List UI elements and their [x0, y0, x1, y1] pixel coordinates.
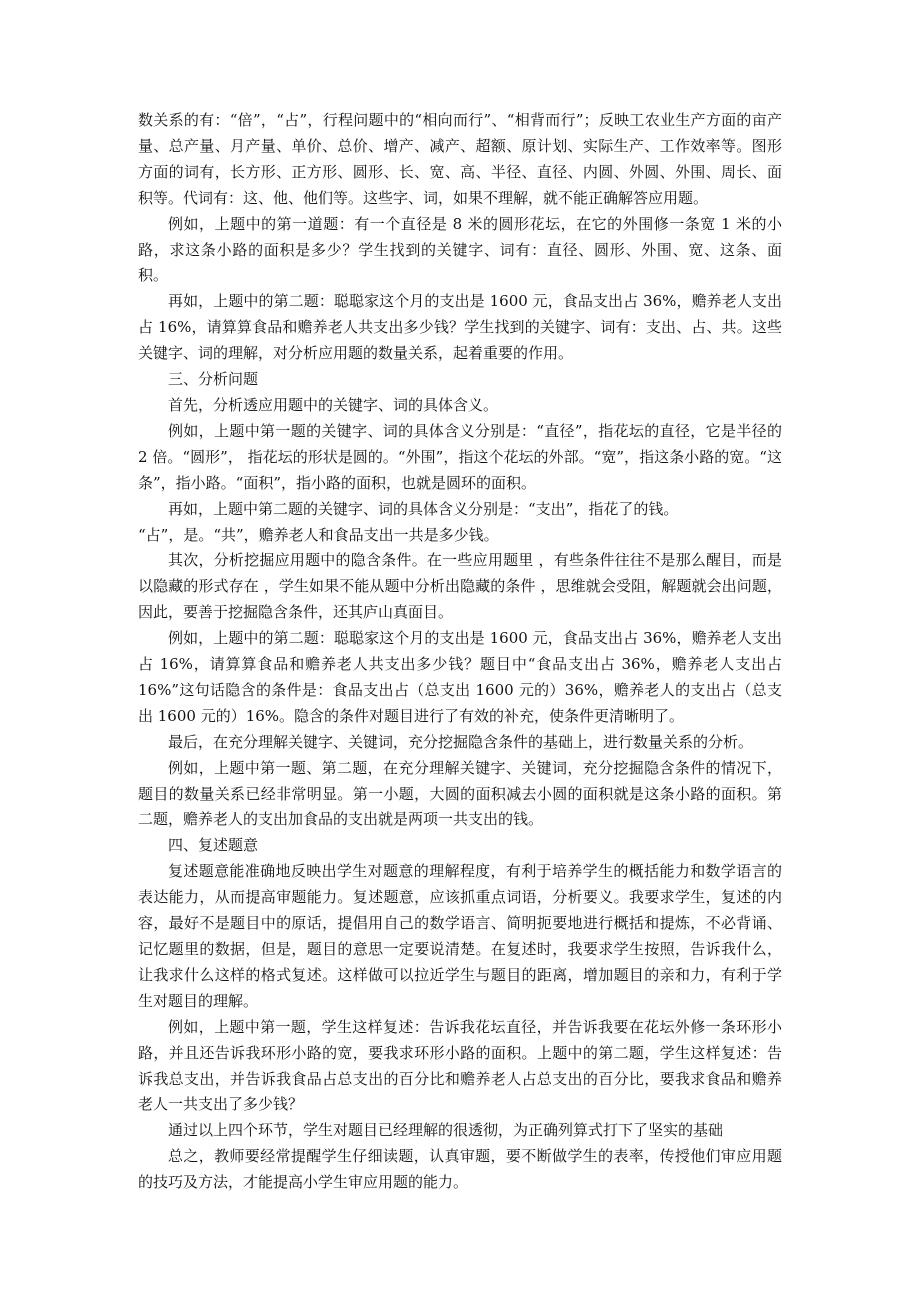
paragraph-example-meaning-2: 再如，上题中第二题的关键字、词的具体含义分别是：“支出”，指花了的钱。 [168, 499, 679, 518]
paragraph-meaning-continued: “占”，是。“共”，赡养老人和食品支出一共是多少钱。 [138, 525, 499, 544]
paragraph-continuation: 数关系的有：“倍”，“占”，行程问题中的“相向而行”、“相背而行”；反映工农业生产方面的亩产量、总产量、月产量、单价、总价、增产、减产、超额、原计划、实际生产、工作效率等。图形方面的词有，长方形、正方形、圆形、长、宽、高、半径、直径、内圆、外圆、外围、周长、面积等。代词有：这、他、他们等。这些字、词，如果不理解，就不能正确解答应用题。 [138, 111, 782, 207]
document-body [138, 108, 782, 1196]
paragraph-four-steps: 通过以上四个环节，学生对题目已经理解的很透彻，为正确列算式打下了坚实的基础 [168, 1121, 724, 1140]
paragraph-first: 首先，分析透应用题中的关键字、词的具体含义。 [168, 395, 499, 414]
paragraph-conclusion: 总之，教师要经常提醒学生仔细读题，认真审题，要不断做学生的表率，传授他们审应用题的技巧及方法，才能提高小学生审应用题的能力。 [138, 1147, 782, 1192]
paragraph-relation-example: 例如，上题中第一题、第二题，在充分理解关键字、关键词，充分挖掘隐含条件的情况下，题目的数量关系已经非常明显。第一小题，大圆的面积减去小圆的面积就是这条小路的面积。第二题，赡养老人的支出加食品的支出就是两项一共支出的钱。 [138, 758, 782, 829]
section-heading-restate: 四、复述题意 [168, 836, 259, 855]
paragraph-example-2: 再如，上题中的第二题：聪聪家这个月的支出是 1600 元，食品支出占 36%，赡养老人支出占 16%，请算算食品和赡养老人共支出多少钱？学生找到的关键字、词有：支出、占、共。这些关键字、词的理解，对分析应用题的数量关系，起着重要的作用。 [138, 292, 782, 363]
paragraph-hidden-conditions: 其次，分析挖掘应用题中的隐含条件。在一些应用题里 ，有些条件往往不是那么醒目，而是以隐藏的形式存在 ，学生如果不能从题中分析出隐藏的条件 ，思维就会受阻，解题就会出问题，因此，要善于挖掘隐含条件，还其庐山真面目。 [138, 551, 782, 622]
paragraph-restate: 复述题意能准确地反映出学生对题意的理解程度，有利于培养学生的概括能力和数学语言的表达能力，从而提高审题能力。复述题意，应该抓重点词语，分析要义。我要求学生，复述的内容，最好不是题目中的原话，提倡用自己的数学语言、简明扼要地进行概括和提炼，不必背诵、记忆题里的数据，但是，题目的意思一定要说清楚。在复述时，我要求学生按照，告诉我什么，让我求什么这样的格式复述。这样做可以拉近学生与题目的距离，增加题目的亲和力，有利于学生对题目的理解。 [138, 862, 782, 1010]
paragraph-finally: 最后，在充分理解关键字、关键词，充分挖掘隐含条件的基础上，进行数量关系的分析。 [168, 732, 754, 751]
paragraph-example-1: 例如，上题中的第一道题：有一个直径是 8 米的圆形花坛，在它的外围修一条宽 1 米的小路，求这条小路的面积是多少？学生找到的关键字、词有：直径、圆形、外围、宽、这条、面积。 [138, 214, 782, 285]
paragraph-restate-example: 例如，上题中第一题，学生这样复述：告诉我花坛直径，并告诉我要在花坛外修一条环形小路，并且还告诉我环形小路的宽，要我求环形小路的面积。上题中的第二题，学生这样复述：告诉我总支出，并告诉我食品占总支出的百分比和赡养老人占总支出的百分比，要我求食品和赡养老人一共支出了多少钱？ [138, 1017, 782, 1114]
paragraph-hidden-example: 例如，上题中的第二题：聪聪家这个月的支出是 1600 元，食品支出占 36%，赡养老人支出占 16%，请算算食品和赡养老人共支出多少钱？题目中“食品支出占 36%，赡养老人支出占 16%”这句话隐含的条件是：食品支出占（总支出 1600 元的）36%，赡养老人的支出占（总支出 1600 元的）16%。隐含的条件对题目进行了有效的补充，使条件更清晰明了。 [138, 629, 782, 725]
paragraph-example-meaning-1: 例如，上题中第一题的关键字、词的具体含义分别是：“直径”，指花坛的直径，它是半径的 2 倍。“圆形”， 指花坛的形状是圆的。“外围”，指这个花坛的外部。“宽”，指这条小路的宽。“这条”，指小路。“面积”，指小路的面积，也就是圆环的面积。 [138, 421, 782, 492]
section-heading-analyze: 三、分析问题 [168, 370, 259, 389]
